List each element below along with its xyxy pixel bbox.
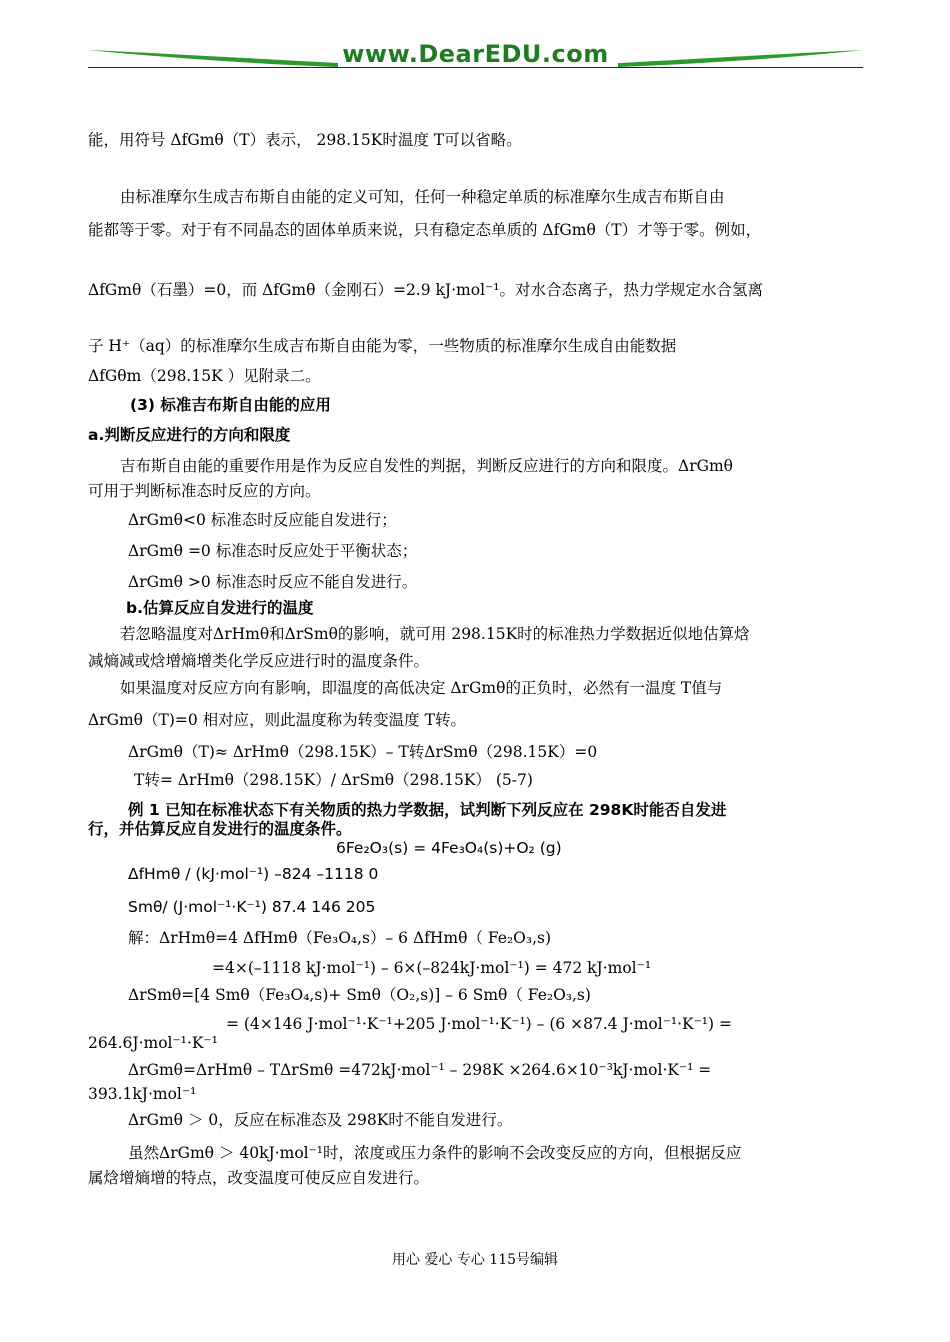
subsection-heading: a.判断反应进行的方向和限度 [88,426,291,444]
subsection-heading: b.估算反应自发进行的温度 [126,599,314,617]
text-line: 如果温度对反应方向有影响，即温度的高低决定 ΔrGmθ的正负时，必然有一温度 T值与 [120,679,723,697]
solution-line: =4×(–1118 kJ·mol⁻¹) – 6×(–824kJ·mol⁻¹) = 472 kJ·mol⁻¹ [212,959,652,977]
text-line: 子 H⁺（aq）的标准摩尔生成吉布斯自由能为零，一些物质的标准摩尔生成自由能数据 [88,337,677,355]
example-heading: 例 1 已知在标准状态下有关物质的热力学数据，试判断下列反应在 298K时能否自发进 [128,801,727,819]
equation-line: T转= ΔrHmθ（298.15K）/ ΔrSmθ（298.15K） (5-7) [134,771,533,789]
conclusion-line: ΔrGmθ ＞ 0，反应在标准态及 298K时不能自发进行。 [128,1111,513,1129]
data-row: ΔfHmθ / (kJ·mol⁻¹) –824 –1118 0 [128,865,379,883]
solution-line: 解：ΔrHmθ=4 ΔfHmθ（Fe₃O₄,s）– 6 ΔfHmθ（ Fe₂O₃,s) [128,929,552,947]
text-line: 若忽略温度对ΔrHmθ和ΔrSmθ的影响，就可用 298.15K时的标准热力学数据近似地估算焓 [120,625,750,643]
solution-line: 393.1kJ·mol⁻¹ [88,1085,197,1103]
criterion-line: ΔrGmθ =0 标准态时反应处于平衡状态； [128,542,418,560]
site-logo-text: www.DearEDU.com [342,40,609,68]
page-header [88,30,863,76]
text-line: 属焓增熵增的特点，改变温度可使反应自发进行。 [88,1169,430,1187]
text-line: 虽然ΔrGmθ ＞ 40kJ·mol⁻¹时，浓度或压力条件的影响不会改变反应的方向，但根据反应 [128,1144,742,1162]
criterion-line: ΔrGmθ >0 标准态时反应不能自发进行。 [128,573,418,591]
data-row: Smθ/ (J·mol⁻¹·K⁻¹) 87.4 146 205 [128,898,376,916]
text-line: ΔfGθm（298.15K ）见附录二。 [88,367,321,385]
solution-line: 264.6J·mol⁻¹·K⁻¹ [88,1034,218,1052]
page-footer: 用心 爱心 专心 115号编辑 [391,1252,559,1268]
text-line: 由标准摩尔生成吉布斯自由能的定义可知，任何一种稳定单质的标准摩尔生成吉布斯自由 [120,188,725,206]
section-heading: (3) 标准吉布斯自由能的应用 [130,396,331,414]
text-line: 吉布斯自由能的重要作用是作为反应自发性的判据，判断反应进行的方向和限度。ΔrGmθ [120,457,734,475]
example-heading: 行，并估算反应自发进行的温度条件。 [88,820,352,838]
text-line: ΔrGmθ（T)=0 相对应，则此温度称为转变温度 T转。 [88,711,466,729]
text-line: 能都等于零。对于有不同晶态的固体单质来说，只有稳定态单质的 ΔfGmθ（T）才等于零。例如， [88,221,762,239]
text-line: ΔfGmθ（石墨）=0，而 ΔfGmθ（金刚石）=2.9 kJ·mol⁻¹。对水合态离子，热力学规定水合氢离 [88,281,763,299]
equation-line: ΔrGmθ（T)≈ ΔrHmθ（298.15K）– T转ΔrSmθ（298.15K）=0 [128,743,598,761]
header-rule [88,67,863,68]
solution-line: = (4×146 J·mol⁻¹·K⁻¹+205 J·mol⁻¹·K⁻¹) – (6 ×87.4 J·mol⁻¹·K⁻¹) = [226,1015,732,1033]
text-line: 减熵减或焓增熵增类化学反应进行时的温度条件。 [88,652,430,670]
solution-line: ΔrSmθ=[4 Smθ（Fe₃O₄,s)+ Smθ（O₂,s)] – 6 Smθ（ Fe₂O₃,s) [128,986,591,1004]
solution-line: ΔrGmθ=ΔrHmθ – TΔrSmθ =472kJ·mol⁻¹ – 298K ×264.6×10⁻³kJ·mol·K⁻¹ = [128,1061,712,1079]
text-line: 可用于判断标准态时反应的方向。 [88,482,321,500]
reaction-equation: 6Fe₂O₃(s) = 4Fe₃O₄(s)+O₂ (g) [336,839,562,857]
criterion-line: ΔrGmθ<0 标准态时反应能自发进行； [128,511,397,529]
text-line: 能，用符号 ΔfGmθ（T）表示， 298.15K时温度 T可以省略。 [88,131,522,149]
